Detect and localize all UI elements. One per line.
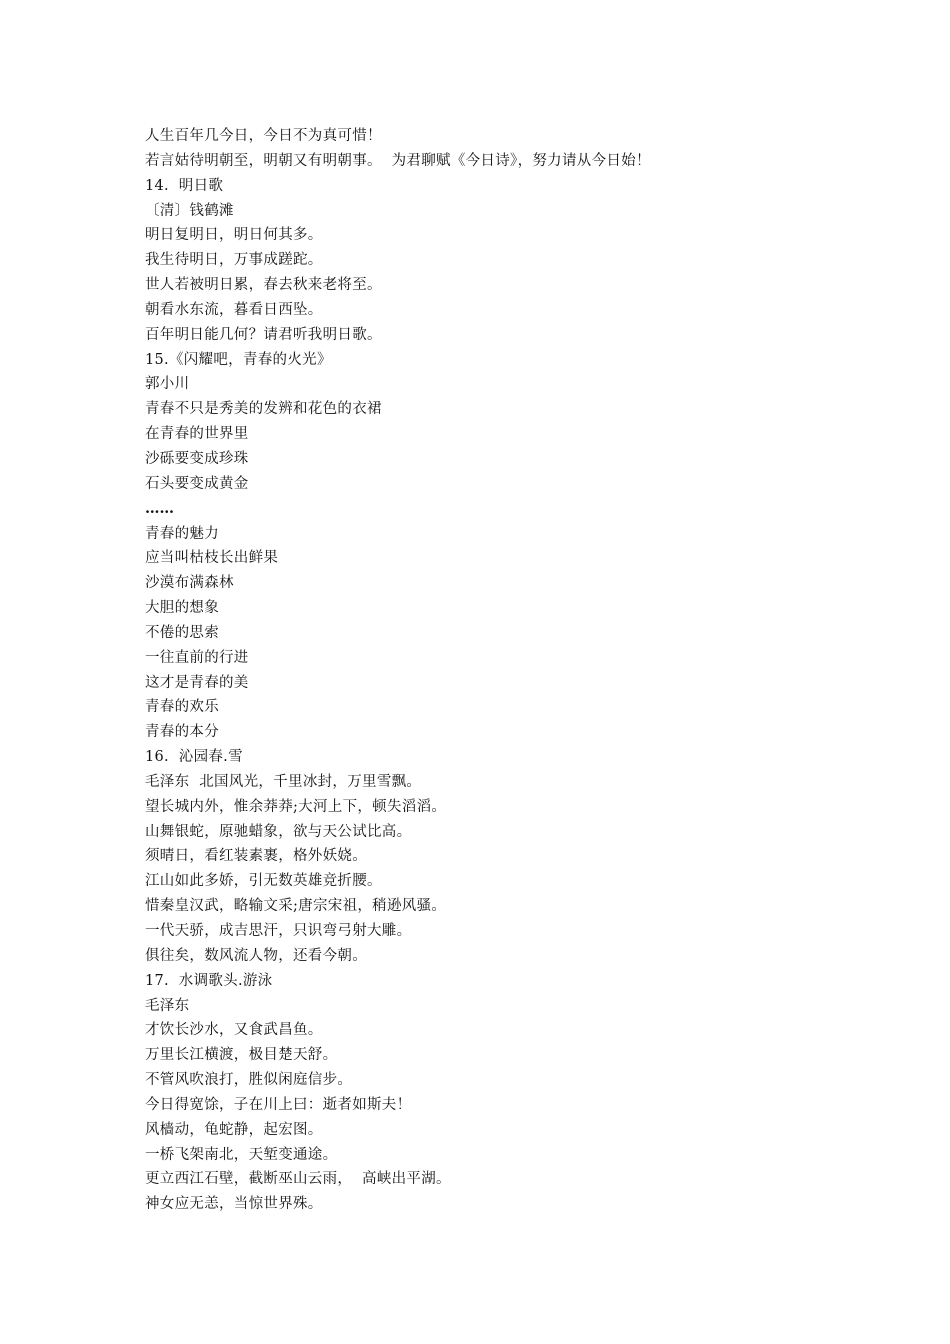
text-line: 不管风吹浪打，胜似闲庭信步。	[145, 1072, 353, 1089]
text-line: 万里长江横渡，极目楚天舒。	[145, 1047, 338, 1064]
text-line: 青春的魅力	[145, 525, 219, 542]
text-line: 毛泽东 北国风光，千里冰封，万里雪飘。	[145, 773, 422, 790]
text-line: 沙漠布满森林	[145, 575, 234, 592]
text-line: 才饮长沙水，又食武昌鱼。	[145, 1022, 323, 1039]
text-line: 这才是青春的美	[145, 674, 249, 691]
text-line: 江山如此多娇，引无数英雄竞折腰。	[145, 873, 382, 890]
section-heading: 16. 沁园春.雪	[145, 749, 243, 766]
author-line: 毛泽东	[145, 997, 190, 1014]
section-heading: 17. 水调歌头.游泳	[145, 972, 273, 989]
text-line: 俱往矣，数风流人物，还看今朝。	[145, 947, 367, 964]
text-line: 须晴日，看红装素裹，格外妖娆。	[145, 848, 367, 865]
section-heading: 15.《闪耀吧，青春的火光》	[145, 351, 332, 368]
text-line: 更立西江石壁，截断巫山云雨， 高峡出平湖。	[145, 1171, 451, 1188]
text-line: 望长城内外，惟余莽莽;大河上下，顿失滔滔。	[145, 798, 447, 815]
text-line: 若言姑待明朝至，明朝又有明朝事。 为君聊赋《今日诗》，努力请从今日始！	[145, 152, 651, 169]
text-line: 在青春的世界里	[145, 426, 249, 443]
ellipsis-line: ……	[145, 499, 174, 517]
text-line: 世人若被明日累，春去秋来老将至。	[145, 277, 382, 294]
text-line: 神女应无恙，当惊世界殊。	[145, 1196, 323, 1213]
text-line: 一代天骄，成吉思汗，只识弯弓射大雕。	[145, 923, 412, 939]
text-line: 应当叫枯枝长出鲜果	[145, 550, 279, 567]
text-line: 惜秦皇汉武，略输文采;唐宗宋祖，稍逊风骚。	[145, 898, 447, 915]
text-line: 青春不只是秀美的发辨和花色的衣裙	[145, 401, 382, 418]
text-line: 人生百年几今日，今日不为真可惜！	[145, 128, 382, 144]
author-line: 〔清〕钱鹤滩	[145, 202, 234, 219]
text-line: 青春的欢乐	[145, 699, 219, 716]
text-line: 石头要变成黄金	[145, 475, 249, 492]
text-line: 青春的本分	[145, 724, 219, 741]
text-line: 大胆的想象	[145, 600, 219, 617]
text-line: 一桥飞架南北，天堑变通途。	[145, 1146, 338, 1163]
text-line: 明日复明日，明日何其多。	[145, 227, 323, 244]
text-line: 我生待明日，万事成蹉跎。	[145, 252, 323, 269]
text-line: 山舞银蛇，原驰蜡象，欲与天公试比高。	[145, 823, 412, 840]
text-line: 风樯动，龟蛇静，起宏图。	[145, 1121, 323, 1138]
text-line: 今日得宽馀，子在川上曰：逝者如斯夫！	[145, 1096, 412, 1113]
text-line: 朝看水东流，暮看日西坠。	[145, 301, 323, 318]
section-heading: 14. 明日歌	[145, 177, 224, 194]
text-line: 一往直前的行进	[145, 649, 249, 666]
poem-text-block	[145, 124, 865, 1217]
author-line: 郭小川	[145, 376, 190, 393]
text-line: 沙砾要变成珍珠	[145, 450, 249, 467]
text-line: 不倦的思索	[145, 624, 219, 641]
text-line: 百年明日能几何？请君听我明日歌。	[145, 326, 382, 343]
